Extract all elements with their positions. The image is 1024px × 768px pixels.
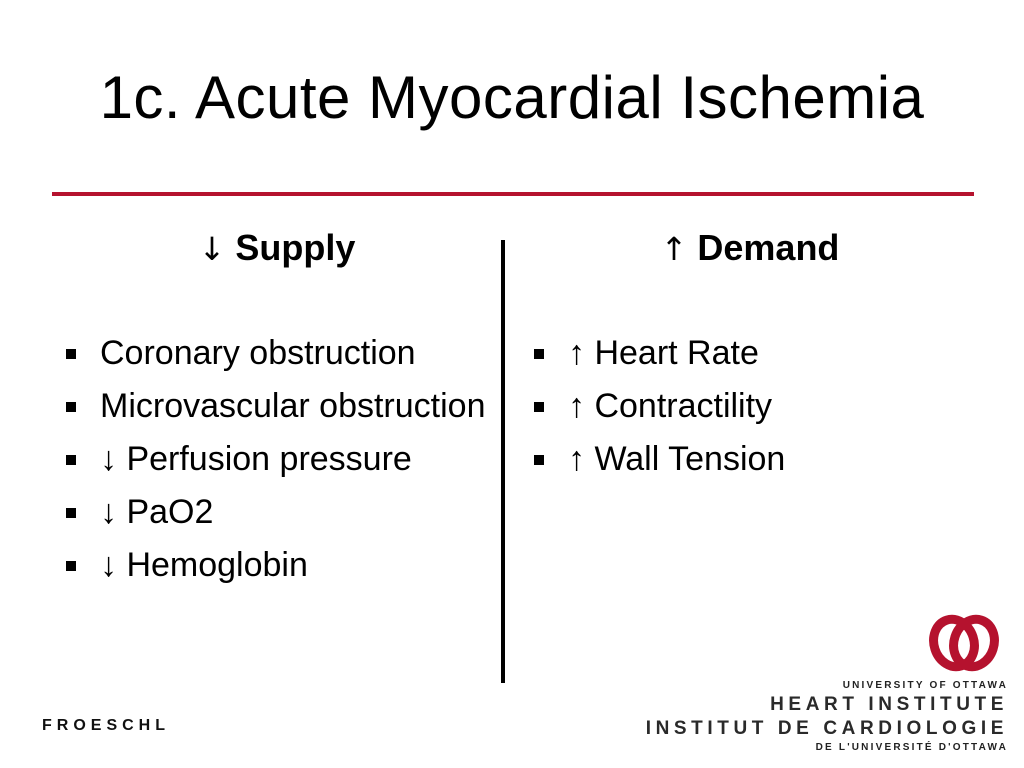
supply-heading-label: Supply — [235, 227, 356, 268]
heart-institute-logo — [645, 600, 1020, 760]
logo-heart-institute-line: HEART INSTITUTE — [770, 694, 1008, 715]
list-item-text: ↓ Hemoglobin — [100, 546, 308, 584]
demand-heading-label: Demand — [697, 227, 840, 268]
square-bullet-icon — [66, 455, 76, 465]
list-item-text: Microvascular obstruction — [100, 387, 486, 425]
column-divider — [501, 240, 505, 683]
slide-title: 1c. Acute Myocardial Ischemia — [99, 64, 925, 131]
supply-column — [52, 224, 500, 584]
supply-list — [66, 332, 506, 597]
list-item — [534, 385, 974, 427]
square-bullet-icon — [66, 349, 76, 359]
demand-list — [534, 332, 974, 491]
title-divider — [52, 192, 974, 196]
down-arrow-icon: ↓ — [198, 230, 226, 268]
list-item — [66, 438, 506, 480]
list-item — [66, 491, 506, 533]
list-item — [66, 385, 506, 427]
square-bullet-icon — [534, 455, 544, 465]
square-bullet-icon — [66, 561, 76, 571]
list-item-text: ↑ Contractility — [568, 387, 773, 425]
list-item — [534, 438, 974, 480]
author-footer: FROESCHL — [42, 717, 170, 734]
square-bullet-icon — [534, 402, 544, 412]
logo-universite-line: DE L'UNIVERSITÉ D'OTTAWA — [815, 742, 1008, 753]
supply-heading — [52, 224, 500, 273]
list-item-text: ↑ Heart Rate — [568, 334, 759, 372]
list-item-text: ↓ Perfusion pressure — [100, 440, 412, 478]
logo-institut-line: INSTITUT DE CARDIOLOGIE — [645, 718, 1008, 739]
list-item — [534, 332, 974, 374]
demand-heading — [520, 224, 980, 273]
list-item — [66, 332, 506, 374]
list-item-text: Coronary obstruction — [100, 334, 416, 372]
square-bullet-icon — [66, 508, 76, 518]
demand-column — [520, 224, 980, 478]
square-bullet-icon — [66, 402, 76, 412]
list-item-text: ↓ PaO2 — [100, 493, 214, 531]
square-bullet-icon — [534, 349, 544, 359]
list-item-text: ↑ Wall Tension — [568, 440, 786, 478]
logo-university-line: UNIVERSITY OF OTTAWA — [842, 680, 1008, 691]
heart-institute-logo-icon — [924, 608, 1004, 678]
list-item — [66, 544, 506, 586]
up-arrow-icon: ↑ — [660, 230, 688, 268]
